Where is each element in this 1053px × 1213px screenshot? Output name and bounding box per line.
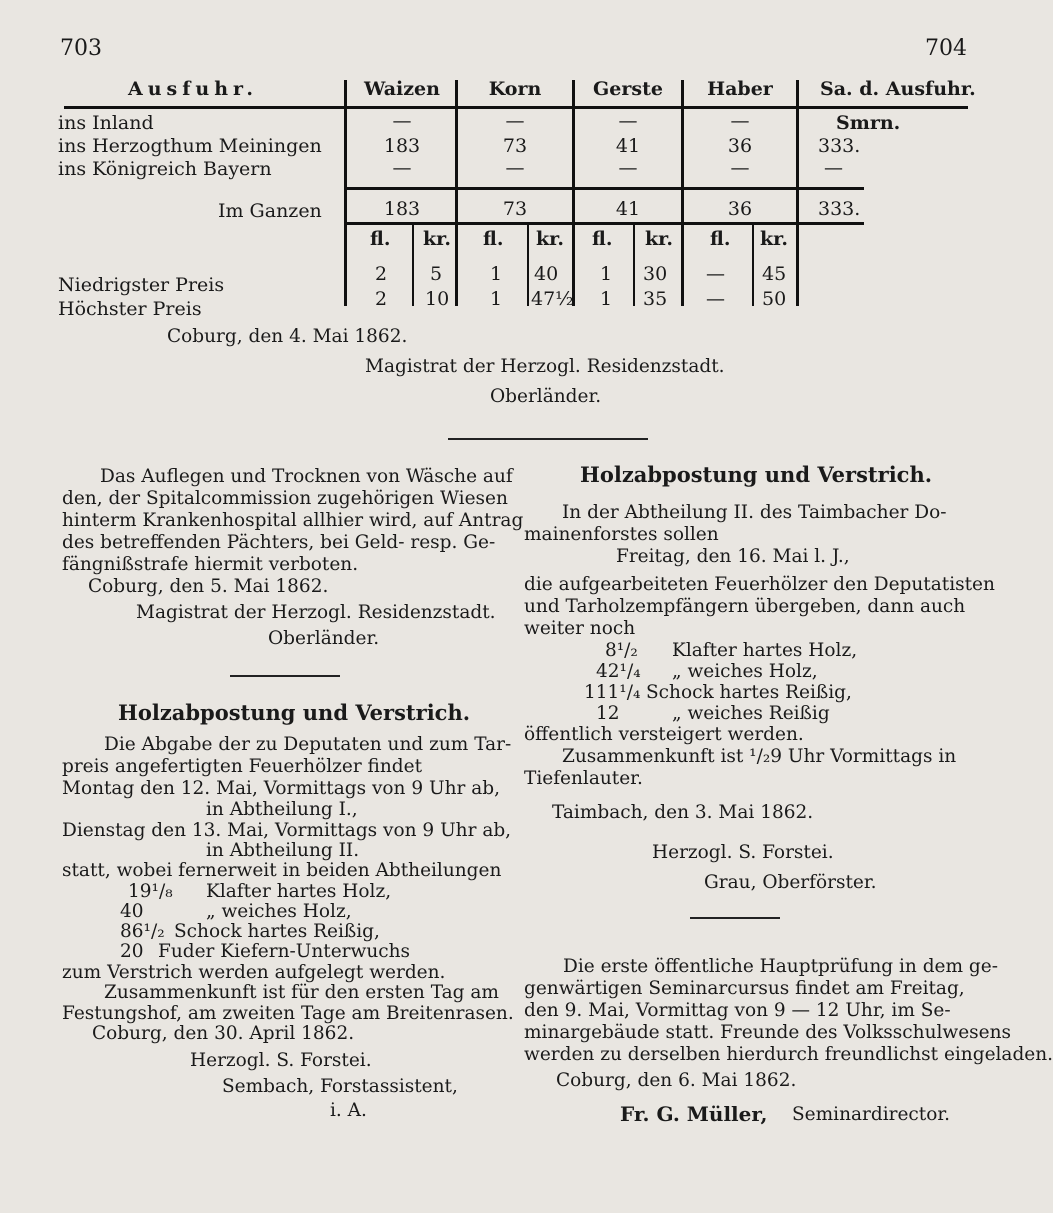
price-cell: 5 (430, 263, 443, 285)
price-cell: 1 (490, 288, 503, 310)
table-cell-total: 73 (502, 198, 528, 220)
table-header-sum: Sa. d. Ausfuhr. (820, 78, 976, 100)
unit-fl: fl. (370, 228, 391, 250)
notice-line: Festungshof, am zweiten Tage am Breitenrasen. (62, 1003, 514, 1024)
notice-line: den 9. Mai, Vormittag von 9 — 12 Uhr, im Se- (524, 1000, 951, 1021)
notice-signature: Grau, Oberförster. (704, 872, 877, 893)
item-text: Fuder Kiefern-Unterwuchs (158, 941, 411, 962)
notice-line: preis angefertigten Feuerhölzer findet (62, 756, 423, 777)
notice-authority: Herzogl. S. Forstei. (190, 1050, 372, 1071)
notice-line: werden zu derselben hierdurch freundlichst eingeladen. (524, 1044, 1053, 1065)
table-cell: — (392, 157, 412, 179)
unit-fl: fl. (710, 228, 731, 250)
price-label-low: Niedrigster Preis (58, 274, 225, 296)
subcolumn-divider (633, 224, 635, 306)
table-cell-sum: 333. (818, 135, 861, 157)
price-cell: 30 (643, 263, 668, 285)
table-cell: — (505, 110, 525, 132)
notice-date: Coburg, den 30. April 1862. (92, 1023, 355, 1044)
item-text: „ weiches Holz, (206, 901, 352, 922)
price-cell: 35 (643, 288, 668, 310)
notice-signature: Oberländer. (268, 628, 380, 649)
notice-authority: Magistrat der Herzogl. Residenzstadt. (136, 602, 496, 623)
unit-kr: kr. (645, 228, 674, 250)
notice-line: des betreffenden Pächters, bei Geld- resp. Ge- (62, 532, 496, 553)
table-header-korn: Korn (488, 78, 542, 100)
table-header-haber: Haber (707, 78, 773, 100)
notice-line: zum Verstrich werden aufgelegt werden. (62, 962, 446, 983)
notice-title: Holzabpostung und Verstrich. (118, 700, 471, 725)
notice-line: genwärtigen Seminarcursus findet am Freitag, (524, 978, 965, 999)
notice-line: minargebäude statt. Freunde des Volksschulwesens (524, 1022, 1012, 1043)
item-qty: 8¹/₂ (605, 640, 638, 661)
subcolumn-divider (527, 224, 529, 306)
notice-line: öffentlich versteigert werden. (524, 724, 804, 745)
notice-date: Taimbach, den 3. Mai 1862. (552, 802, 814, 823)
price-cell: 40 (534, 263, 559, 285)
notice-line: fängnißstrafe hiermit verboten. (62, 554, 359, 575)
unit-kr: kr. (536, 228, 565, 250)
item-qty: 42¹/₄ (596, 661, 641, 682)
item-qty: 40 (120, 901, 144, 922)
table-cell-total: 36 (727, 198, 753, 220)
notice-line: die aufgearbeiteten Feuerhölzer den Deputatisten (524, 574, 995, 595)
unit-kr: kr. (423, 228, 452, 250)
notice-line: Zusammenkunft ist ¹/₂9 Uhr Vormittags in (562, 746, 957, 767)
item-qty: 111¹/₄ (584, 682, 641, 703)
notice-line: Die erste öffentliche Hauptprüfung in dem ge- (563, 956, 998, 977)
table-cell-total: 41 (615, 198, 641, 220)
notice-line: in Abtheilung I., (206, 799, 358, 820)
table-cell: — (505, 157, 525, 179)
notice-date: Coburg, den 5. Mai 1862. (88, 576, 329, 597)
column-divider (344, 80, 347, 306)
table-cell: 41 (615, 135, 641, 157)
notice-line: in Abtheilung II. (206, 840, 360, 861)
table-price-rule (344, 222, 864, 225)
notice-line: Freitag, den 16. Mai l. J., (616, 546, 850, 567)
notice-line: und Tarholzempfängern übergeben, dann auch (524, 596, 966, 617)
unit-kr: kr. (760, 228, 789, 250)
price-label-high: Höchster Preis (58, 298, 202, 320)
item-qty: 19¹/₈ (128, 881, 173, 902)
notice-line: hinterm Krankenhospital allhier wird, auf Antrag (62, 510, 524, 531)
table-cell: — (618, 157, 638, 179)
item-text: „ weiches Reißig (672, 703, 830, 724)
row-label: ins Inland (58, 112, 154, 134)
item-text: Schock hartes Reißig, (646, 682, 852, 703)
notice-authority: Magistrat der Herzogl. Residenzstadt. (365, 356, 725, 377)
subcolumn-divider (412, 224, 414, 306)
price-cell: 1 (600, 263, 613, 285)
notice-line: In der Abtheilung II. des Taimbacher Do- (562, 502, 947, 523)
column-divider (681, 80, 684, 306)
table-cell-sum: — (824, 157, 843, 179)
notice-line: Dienstag den 13. Mai, Vormittags von 9 Uhr ab, (62, 820, 512, 841)
table-cell: 73 (502, 135, 528, 157)
item-text: „ weiches Holz, (672, 661, 818, 682)
page-number-left: 703 (60, 36, 102, 61)
item-qty: 20 (120, 941, 144, 962)
notice-line: Zusammenkunft ist für den ersten Tag am (104, 982, 499, 1003)
notice-title: Holzabpostung und Verstrich. (580, 462, 933, 487)
notice-line: Montag den 12. Mai, Vormittags von 9 Uhr ab, (62, 778, 500, 799)
table-cell-sum-total: 333. (818, 198, 861, 220)
table-cell: — (392, 110, 412, 132)
row-label: ins Königreich Bayern (58, 158, 272, 180)
notice-ia: i. A. (330, 1100, 367, 1121)
price-cell: 1 (600, 288, 613, 310)
notice-line: Tiefenlauter. (524, 768, 643, 789)
column-divider (455, 80, 458, 306)
table-header-waizen: Waizen (364, 78, 440, 100)
table-header-ausfuhr: Ausfuhr. (128, 78, 258, 100)
table-cell: 183 (383, 135, 421, 157)
notice-line: mainenforstes sollen (524, 524, 719, 545)
notice-date: Coburg, den 4. Mai 1862. (167, 326, 408, 347)
table-cell: — (730, 157, 750, 179)
notice-signature-name: Fr. G. Müller, (620, 1102, 768, 1126)
table-cell-total: 183 (383, 198, 421, 220)
notice-signature: Oberländer. (490, 386, 602, 407)
price-cell: 47½ (531, 288, 574, 310)
table-cell: 36 (727, 135, 753, 157)
price-cell: 1 (490, 263, 503, 285)
price-cell: 45 (762, 263, 787, 285)
divider (690, 917, 780, 919)
notice-line: den, der Spitalcommission zugehörigen Wiesen (62, 488, 508, 509)
price-cell: 2 (375, 288, 388, 310)
item-text: Schock hartes Reißig, (174, 921, 380, 942)
column-divider (572, 80, 575, 306)
item-text: Klafter hartes Holz, (206, 881, 392, 902)
item-qty: 12 (596, 703, 620, 724)
row-label: ins Herzogthum Meiningen (58, 135, 322, 157)
notice-line: Das Auflegen und Trocknen von Wäsche auf (100, 466, 513, 487)
table-header-gerste: Gerste (593, 78, 663, 100)
price-cell: 2 (375, 263, 388, 285)
table-header-rule (64, 106, 968, 109)
unit-fl: fl. (592, 228, 613, 250)
item-text: Klafter hartes Holz, (672, 640, 858, 661)
notice-line: Die Abgabe der zu Deputaten und zum Tar- (104, 734, 512, 755)
notice-signature-title: Seminardirector. (792, 1104, 951, 1125)
notice-line: weiter noch (524, 618, 636, 639)
table-cell-sum: Smrn. (836, 112, 901, 134)
page-number-right: 704 (925, 36, 967, 61)
price-cell: — (706, 263, 725, 285)
table-total-rule (344, 187, 864, 190)
notice-date: Coburg, den 6. Mai 1862. (556, 1070, 797, 1091)
table-cell: — (618, 110, 638, 132)
notice-line: statt, wobei fernerweit in beiden Abtheilungen (62, 860, 502, 881)
price-cell: 50 (762, 288, 787, 310)
price-cell: 10 (425, 288, 450, 310)
item-qty: 86¹/₂ (120, 921, 165, 942)
price-cell: — (706, 288, 725, 310)
subcolumn-divider (752, 224, 754, 306)
notice-signature: Sembach, Forstassistent, (222, 1076, 458, 1097)
divider (448, 438, 648, 440)
column-divider (796, 80, 799, 306)
notice-authority: Herzogl. S. Forstei. (652, 842, 834, 863)
total-label: Im Ganzen (218, 200, 322, 222)
divider (230, 675, 340, 677)
table-cell: — (730, 110, 750, 132)
unit-fl: fl. (483, 228, 504, 250)
